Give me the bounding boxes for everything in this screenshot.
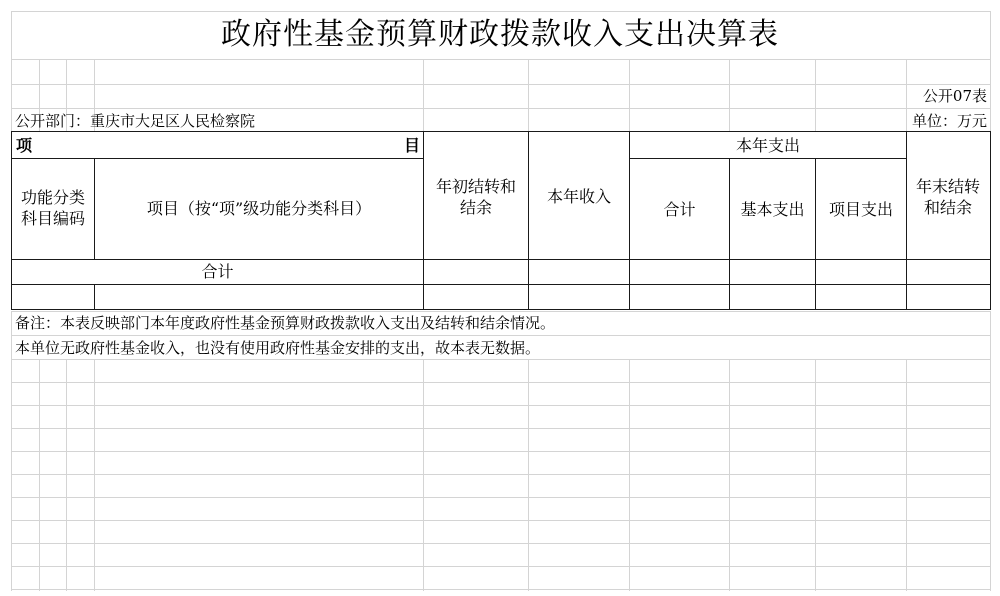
note-line-1: 备注：本表反映部门本年度政府性基金预算财政拨款收入支出及结转和结余情况。 (15, 314, 556, 332)
grid-line (11, 311, 990, 312)
grid-line (11, 59, 12, 131)
table-border (11, 131, 991, 132)
grid-line (11, 405, 990, 406)
grid-line (990, 59, 991, 131)
header-item-column: 项目（按“项”级功能分类科目） (146, 199, 372, 218)
form-number: 公开07表 (922, 87, 987, 105)
grid-line (11, 84, 990, 85)
grid-line (66, 359, 67, 591)
grid-line (11, 311, 12, 359)
grid-line (11, 335, 990, 336)
grid-line (39, 359, 40, 591)
table-border (629, 158, 907, 159)
grid-line (906, 59, 907, 131)
page-title: 政府性基金预算财政拨款收入支出决算表 (221, 17, 779, 52)
grid-line (423, 59, 424, 131)
table-border (423, 131, 424, 310)
table-border (11, 309, 991, 310)
header-project-expense: 项目支出 (828, 200, 893, 219)
grid-line (423, 359, 424, 591)
header-current-income: 本年收入 (546, 187, 611, 206)
table-border (729, 158, 730, 310)
grid-line (11, 59, 990, 60)
header-func-code-line2: 科目编码 (20, 209, 85, 228)
grid-line (11, 451, 990, 452)
unit-label: 单位：万元 (911, 112, 987, 130)
total-row-label: 合计 (201, 262, 234, 281)
grid-line (729, 359, 730, 591)
grid-line (729, 59, 730, 131)
grid-line (528, 59, 529, 131)
grid-line (629, 59, 630, 131)
header-ending-balance-line1: 年末结转 (915, 177, 980, 196)
header-mu: 目 (404, 136, 421, 155)
header-beginning-balance-line1: 年初结转和 (435, 177, 516, 196)
grid-line (815, 359, 816, 591)
header-basic-expense: 基本支出 (740, 200, 805, 219)
header-beginning-balance-line2: 结余 (459, 198, 492, 217)
header-ending-balance-line2: 和结余 (923, 198, 972, 217)
grid-line (11, 359, 990, 360)
grid-line (11, 520, 990, 521)
grid-line (11, 497, 990, 498)
grid-line (990, 359, 991, 591)
table-border (94, 284, 95, 310)
header-func-code-line1: 功能分类 (20, 188, 85, 207)
grid-line (11, 382, 990, 383)
grid-line (11, 543, 990, 544)
table-border (11, 158, 423, 159)
grid-line (11, 428, 990, 429)
table-border (528, 131, 529, 310)
header-xiang: 项 (16, 136, 33, 155)
grid-line (94, 359, 95, 591)
table-border (906, 131, 907, 310)
table-border (990, 131, 991, 310)
table-border (11, 259, 991, 260)
table-border (815, 158, 816, 310)
grid-line (11, 566, 990, 567)
grid-line (528, 359, 529, 591)
note-line-2: 本单位无政府性基金收入，也没有使用政府性基金安排的支出，故本表无数据。 (15, 339, 541, 357)
grid-line (11, 108, 990, 109)
grid-line (11, 359, 12, 591)
department-label: 公开部门：重庆市大足区人民检察院 (15, 112, 256, 130)
header-current-expense: 本年支出 (735, 136, 800, 155)
grid-line (11, 589, 990, 590)
grid-line (629, 359, 630, 591)
table-border (11, 284, 991, 285)
grid-line (11, 474, 990, 475)
table-border (629, 131, 630, 310)
grid-line (990, 311, 991, 359)
grid-line (815, 59, 816, 131)
grid-line (11, 11, 990, 12)
grid-line (906, 359, 907, 591)
header-subtotal: 合计 (663, 200, 696, 219)
